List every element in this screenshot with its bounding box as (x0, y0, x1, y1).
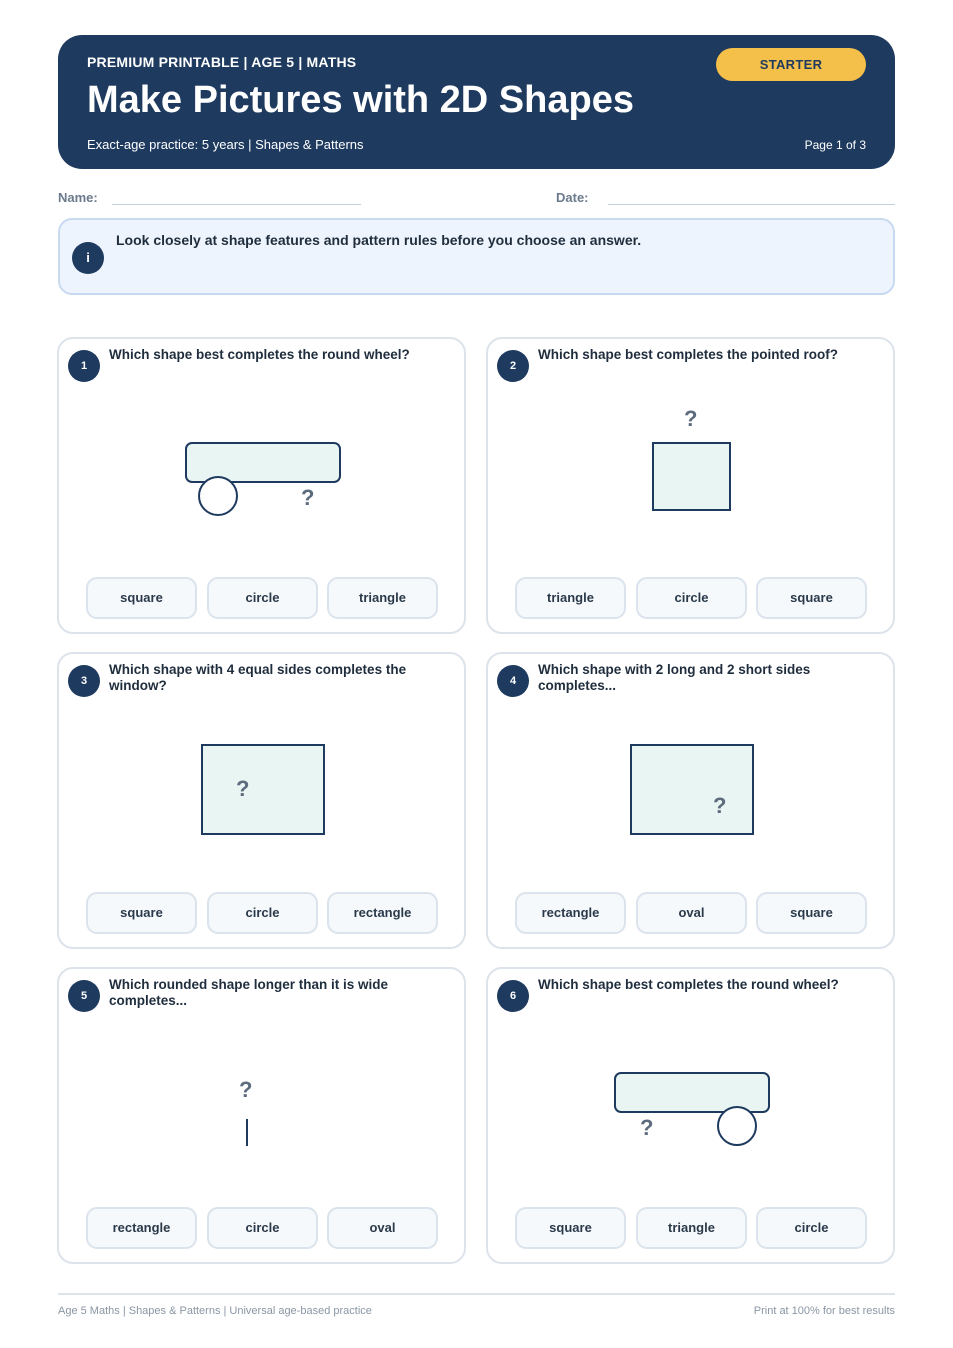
missing-shape-mark: ? (236, 776, 250, 801)
answer-option[interactable]: square (86, 892, 197, 934)
footer-left-text: Age 5 Maths | Shapes & Patterns | Universal age-based practice (58, 1305, 372, 1317)
page-title: Make Pictures with 2D Shapes (87, 79, 634, 121)
question-card-4 (486, 652, 895, 949)
question-text: Which shape best completes the round wheel? (538, 977, 839, 992)
missing-shape-mark: ? (239, 1077, 253, 1102)
answer-option[interactable]: circle (636, 577, 747, 619)
missing-shape-mark: ? (301, 485, 315, 510)
question-card-6 (486, 967, 895, 1264)
worksheet-header (58, 35, 895, 169)
page-indicator: Page 1 of 3 (804, 138, 866, 152)
question-number: 5 (68, 980, 100, 1012)
question-text: Which rounded shape longer than it is wide completes... (109, 977, 389, 1008)
question-number: 6 (497, 980, 529, 1012)
answer-option[interactable]: circle (207, 577, 318, 619)
level-badge: STARTER (716, 48, 866, 81)
frame-shape (631, 745, 753, 834)
answer-option[interactable]: rectangle (515, 892, 626, 934)
question-number: 4 (497, 665, 529, 697)
answer-option[interactable]: circle (756, 1207, 867, 1249)
date-line[interactable] (608, 204, 895, 205)
question-card-3 (57, 652, 466, 949)
answer-option[interactable]: square (515, 1207, 626, 1249)
question-card-5 (57, 967, 466, 1264)
answer-option[interactable]: oval (636, 892, 747, 934)
question-card-2 (486, 337, 895, 634)
missing-shape-mark: ? (713, 793, 727, 818)
name-label: Name: (58, 190, 98, 205)
question-text: Which shape with 4 equal sides completes the window? (109, 662, 407, 693)
footer-divider (58, 1293, 895, 1295)
answer-option[interactable]: rectangle (86, 1207, 197, 1249)
answer-option[interactable]: triangle (515, 577, 626, 619)
question-number: 1 (68, 350, 100, 382)
question-text: Which shape with 2 long and 2 short sides completes... (538, 662, 811, 693)
answer-option[interactable]: square (756, 892, 867, 934)
answer-option[interactable]: square (86, 577, 197, 619)
instruction-box (58, 218, 895, 295)
header-kicker: PREMIUM PRINTABLE | AGE 5 | MATHS (87, 54, 357, 70)
question-card-1 (57, 337, 466, 634)
info-icon: i (72, 242, 104, 274)
question-number: 2 (497, 350, 529, 382)
date-label: Date: (556, 190, 589, 205)
wheel-circle-shape (718, 1107, 756, 1145)
question-text: Which shape best completes the pointed roof? (538, 347, 839, 362)
house-square-shape (653, 443, 730, 510)
question-number: 3 (68, 665, 100, 697)
footer-right-text: Print at 100% for best results (753, 1305, 895, 1317)
answer-option[interactable]: triangle (636, 1207, 747, 1249)
answer-option[interactable]: triangle (327, 577, 438, 619)
car-body-shape (615, 1073, 769, 1112)
answer-option[interactable]: square (756, 577, 867, 619)
question-text: Which shape best completes the round wheel? (109, 347, 410, 362)
car-body-shape (186, 443, 340, 482)
answer-option[interactable]: oval (327, 1207, 438, 1249)
instruction-text: Look closely at shape features and pattern rules before you choose an answer. (116, 232, 642, 248)
wall-shape (202, 745, 324, 834)
wheel-circle-shape (199, 477, 237, 515)
answer-option[interactable]: circle (207, 892, 318, 934)
answer-option[interactable]: rectangle (327, 892, 438, 934)
name-line[interactable] (112, 204, 361, 205)
missing-shape-mark: ? (684, 406, 698, 431)
answer-option[interactable]: circle (207, 1207, 318, 1249)
header-subtitle: Exact-age practice: 5 years | Shapes & Patterns (87, 137, 364, 152)
missing-shape-mark: ? (640, 1115, 654, 1140)
